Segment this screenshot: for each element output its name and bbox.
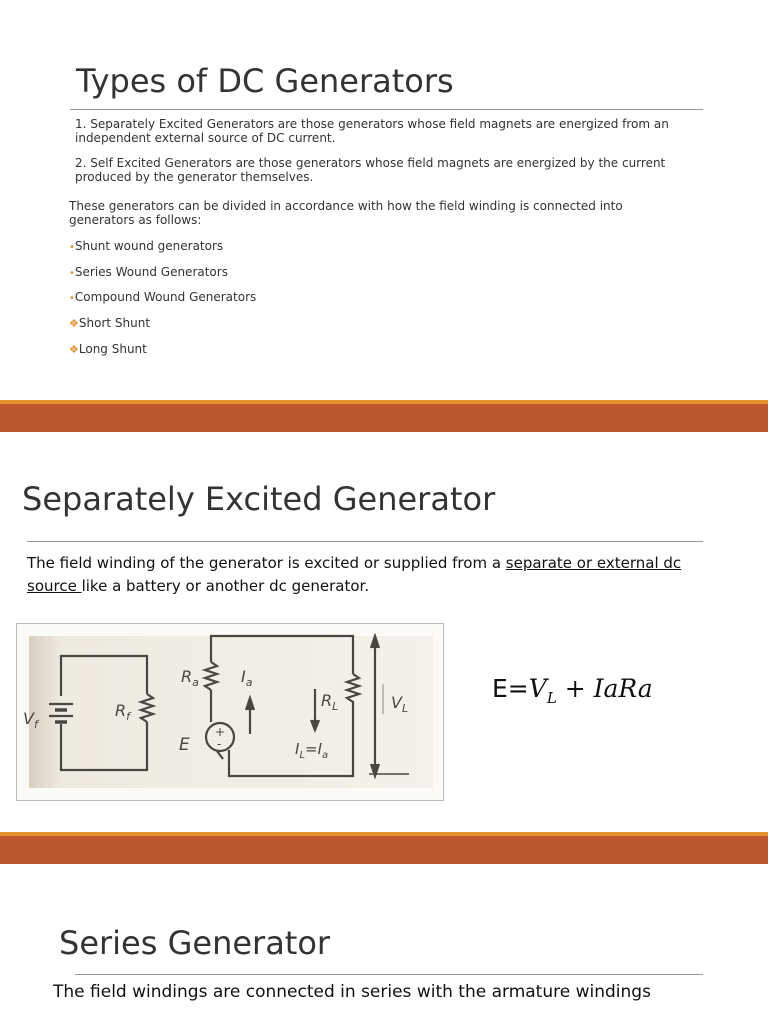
svg-text:Vf: $V_f$ [23,709,38,731]
slide-divider [0,832,768,864]
slide-title: Series Generator [59,924,331,962]
slide-separately-excited-generator [0,432,768,832]
description-start: The field winding of the generator is excited or supplied from a [27,554,506,572]
svg-text:-: - [217,737,222,751]
equation-v: V [528,674,547,703]
divider-accent-line [0,832,768,836]
generator-equation [492,674,653,707]
sub-bullet-label: Long Shunt [78,342,147,356]
svg-text:+: + [215,725,226,739]
description-end: like a battery or another dc generator. [81,577,370,595]
circuit-diagram-image [16,623,444,801]
equation-prefix: E= [492,674,529,703]
svg-text:Ra: $R_a$ [181,667,199,689]
bullet-dot-icon: • [69,293,75,304]
bullet-dot-icon: • [69,268,75,279]
equation-v-sub: L [546,689,557,707]
sub-bullet-item [69,342,147,356]
title-rule [27,541,703,542]
sub-bullet-item [69,316,150,330]
separate-source-underlined: separate or external dc source [27,554,682,595]
point-separately-excited: 1. Separately Excited Generators are those generators whose field magnets are energized from an independent external source of DC current. [75,117,669,145]
slide-title: Types of DC Generators [76,62,454,100]
sub-bullet-label: Short Shunt [78,316,151,330]
bullet-item [69,290,256,304]
point-self-excited: 2. Self Excited Generators are those generators whose field magnets are energized by the current produced by the generator themselves. [75,156,666,184]
bullet-label: Series Wound Generators [74,265,228,279]
svg-text:IL=Ia: $I_L=I_a$ [295,740,329,761]
description-text [27,552,707,598]
diamond-bullet-icon: ❖ [69,317,79,330]
svg-text:Ia: $I_a$ [241,667,253,689]
bullet-label: Shunt wound generators [74,239,224,253]
bullet-label: Compound Wound Generators [74,290,257,304]
title-rule [75,974,703,975]
slide-title: Separately Excited Generator [22,480,496,518]
svg-text:Rf: $R_f$ [115,701,130,723]
svg-text:VL: $V_L$ [391,693,409,715]
slide-series-generator [0,864,768,1024]
svg-text:RL: $R_L$ [321,691,339,713]
slide-divider [0,400,768,432]
equation-rest: + IaRa [556,674,653,703]
bullet-item [69,239,223,253]
intro-text: These generators can be divided in accordance with how the field winding is connected into generators as follows: [69,199,623,227]
bullet-item [69,265,228,279]
title-rule [70,109,703,110]
divider-accent-line [0,400,768,404]
bullet-dot-icon: • [69,242,75,253]
circuit-diagram [17,624,443,800]
description-text: The field windings are connected in series with the armature windings [53,982,651,1002]
slide-types-of-dc-generators [0,0,768,400]
svg-text:E: E [179,735,190,755]
diamond-bullet-icon: ❖ [69,343,79,356]
